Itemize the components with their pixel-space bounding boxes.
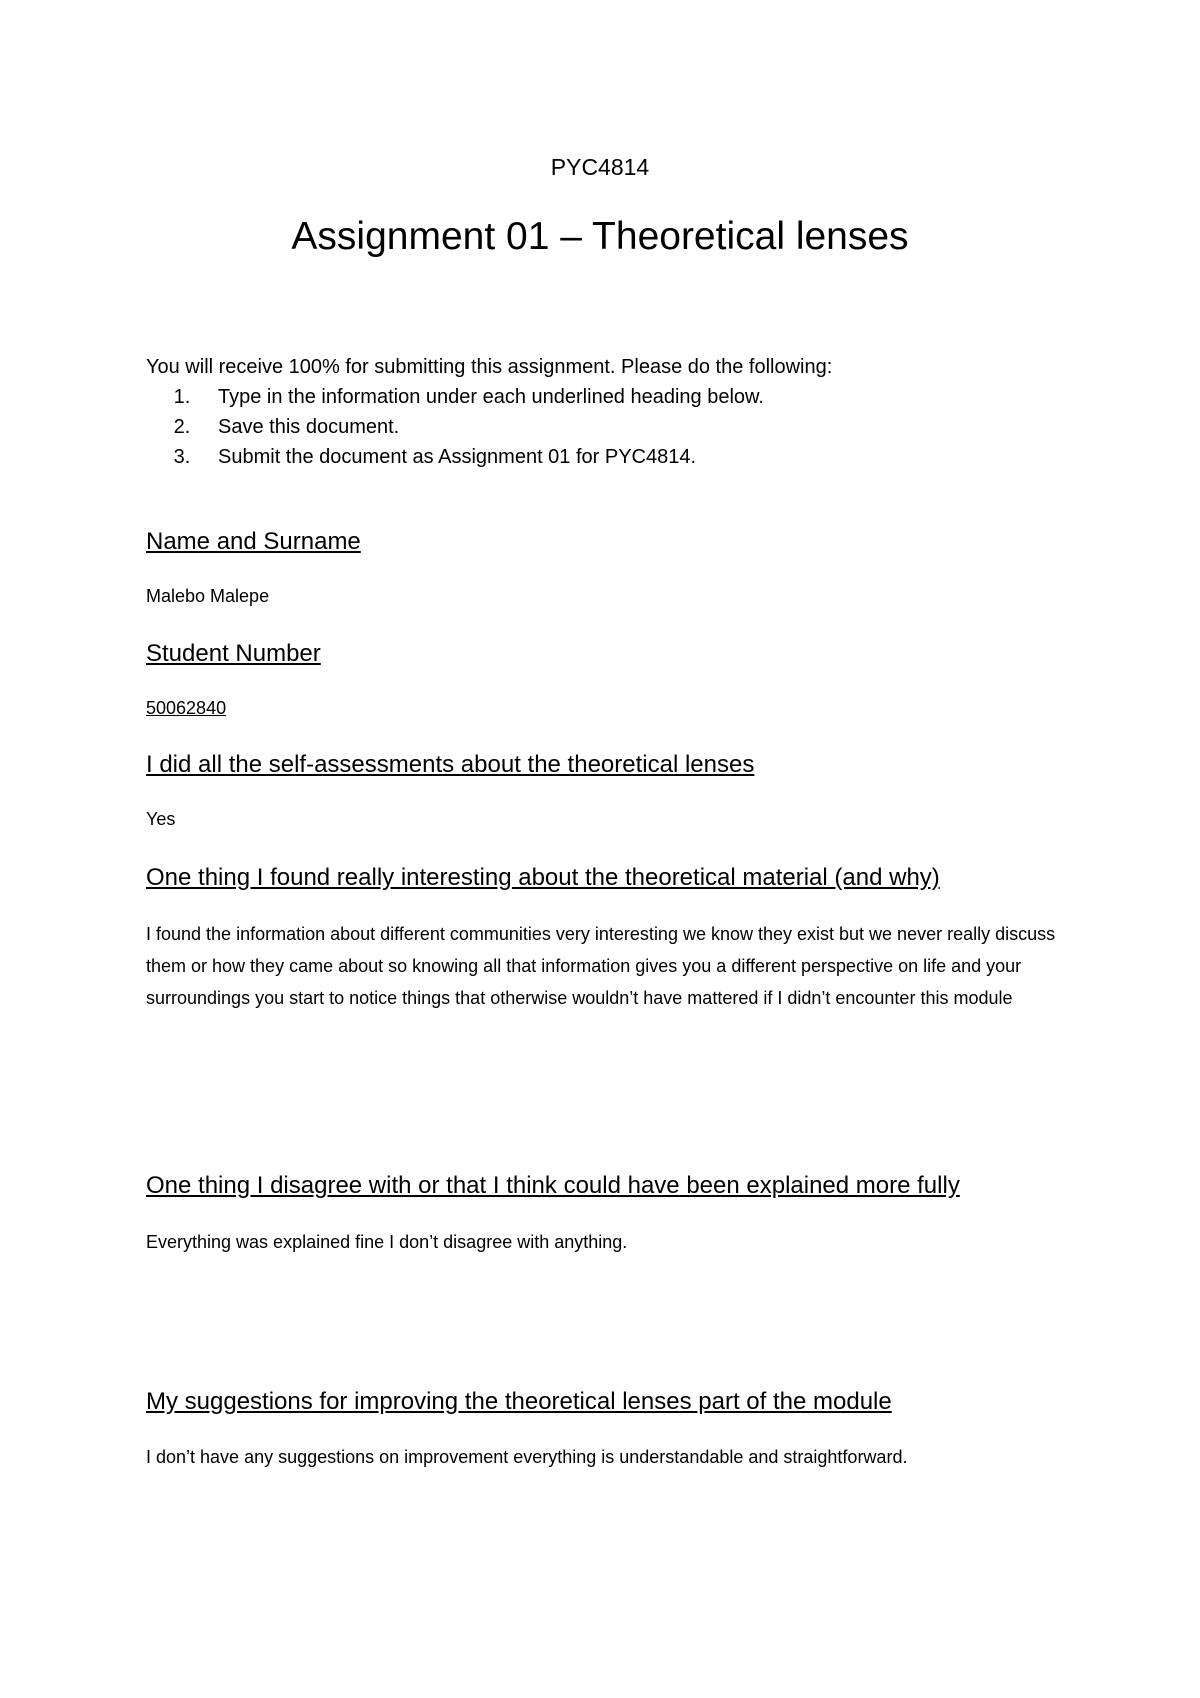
instruction-step	[146, 412, 1066, 442]
answer-name-and-surname: Malebo Malepe	[146, 586, 270, 606]
course-code: PYC4814	[550, 154, 650, 180]
document-title: Assignment 01 – Theoretical lenses	[291, 215, 909, 258]
instructions-intro: You will receive 100% for submitting this assignment. Please do the following:	[146, 356, 833, 378]
heading-self-assessments: I did all the self-assessments about the theoretical lenses	[146, 751, 755, 778]
answer-self-assessments: Yes	[146, 809, 176, 829]
answer-interesting: I found the information about different communities very interesting we know they exist but we never really discuss them or how they came about so knowing all that information gives you a different perspective on life and your surroundings you start to notice things that otherwise wouldn’t have mattered if I didn’t encounter this module	[146, 924, 1056, 1008]
instruction-step	[146, 442, 1066, 472]
step-number: 3.	[173, 446, 191, 468]
step-text: Type in the information under each underlined heading below.	[218, 386, 764, 408]
instructions	[146, 352, 1066, 472]
instructions-list	[146, 382, 1066, 472]
answer-disagree: Everything was explained fine I don’t disagree with anything.	[146, 1232, 628, 1252]
heading-disagree: One thing I disagree with or that I think could have been explained more fully	[146, 1172, 960, 1199]
step-number: 1.	[173, 386, 191, 408]
instruction-step	[146, 382, 1066, 412]
step-number: 2.	[173, 416, 191, 438]
answer-suggestions: I don’t have any suggestions on improvement everything is understandable and straightforward.	[146, 1447, 908, 1467]
heading-suggestions: My suggestions for improving the theoretical lenses part of the module	[146, 1388, 892, 1415]
step-text: Submit the document as Assignment 01 for PYC4814.	[218, 446, 697, 468]
heading-name-and-surname: Name and Surname	[146, 528, 361, 555]
heading-student-number: Student Number	[146, 640, 321, 667]
step-text: Save this document.	[218, 416, 400, 438]
heading-interesting: One thing I found really interesting about the theoretical material (and why)	[146, 864, 940, 891]
answer-student-number: 50062840	[146, 698, 227, 718]
